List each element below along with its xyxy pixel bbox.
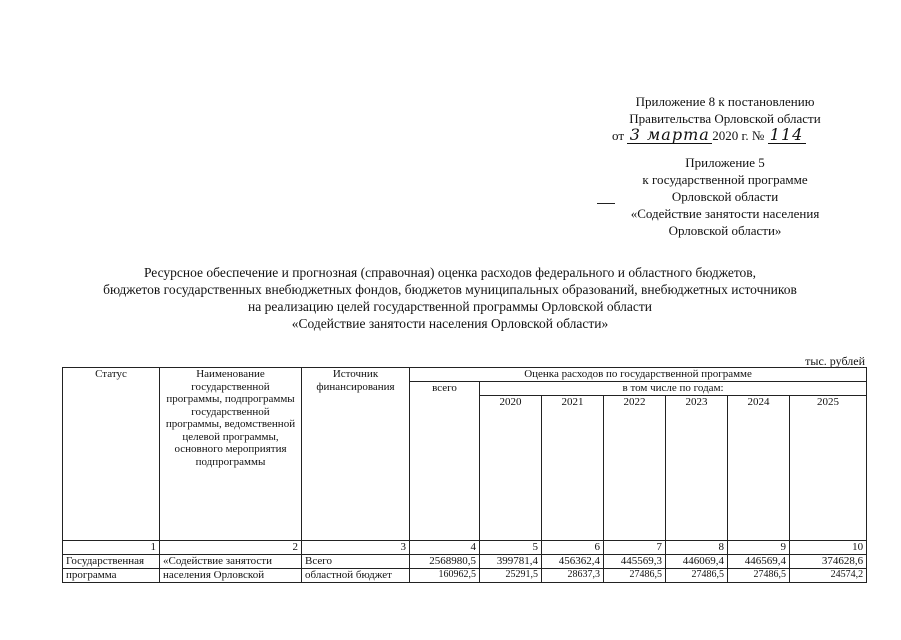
title-line1: Ресурсное обеспечение и прогнозная (справочная) оценка расходов федерального и областного бюджетов, <box>143 265 757 280</box>
header-estimate: Оценка расходов по государственной программе <box>410 368 867 382</box>
column-number: 8 <box>666 541 728 555</box>
appendix-line1: Приложение 5 <box>685 155 765 170</box>
annotation-date-line <box>612 127 852 144</box>
row-value: 446069,4 <box>666 555 728 569</box>
annotation-line2: Правительства Орловской области <box>629 111 821 126</box>
appendix-line2: к государственной программе <box>642 172 808 187</box>
title-line2: бюджетов государственных внебюджетных фондов, бюджетов муниципальных образований, внебюджетных источников <box>103 282 797 297</box>
title-line3: на реализацию целей государственной программы Орловской области <box>248 299 652 314</box>
margin-mark <box>597 203 615 204</box>
row-value: 160962,5 <box>410 569 480 583</box>
appendix-line5: Орловской области» <box>668 223 782 238</box>
appendix-line3: Орловской области <box>671 189 779 204</box>
row-value: 374628,6 <box>790 555 867 569</box>
header-year: 2022 <box>604 396 666 541</box>
header-year: 2024 <box>728 396 790 541</box>
column-number: 4 <box>410 541 480 555</box>
column-number: 9 <box>728 541 790 555</box>
header-year: 2025 <box>790 396 867 541</box>
row-source: областной бюджет <box>302 569 410 583</box>
annotation-line1: Приложение 8 к постановлению <box>635 94 815 109</box>
budget-table <box>62 367 867 583</box>
header-year: 2021 <box>542 396 604 541</box>
column-number: 2 <box>160 541 302 555</box>
column-number: 5 <box>480 541 542 555</box>
row-value: 2568980,5 <box>410 555 480 569</box>
header-by-years: в том числе по годам: <box>480 382 867 396</box>
date-year: 2020 г. № <box>712 128 765 143</box>
header-name: Наименование государственной программы, подпрограммы государственной программы, ведомственной целевой программы, основного мероприятия подпрограммы <box>160 368 302 541</box>
column-number: 3 <box>302 541 410 555</box>
row-value: 24574,2 <box>790 569 867 583</box>
column-number: 1 <box>63 541 160 555</box>
row-value: 27486,5 <box>666 569 728 583</box>
header-total: всего <box>410 382 480 541</box>
row-value: 28637,3 <box>542 569 604 583</box>
row-value: 27486,5 <box>604 569 666 583</box>
title-line4: «Содействие занятости населения Орловской области» <box>291 316 609 331</box>
date-prefix: от <box>612 128 625 143</box>
column-number: 7 <box>604 541 666 555</box>
header-year: 2020 <box>480 396 542 541</box>
column-numbers-row <box>63 541 867 555</box>
row-value: 25291,5 <box>480 569 542 583</box>
header-source: Источник финансирования <box>302 368 410 541</box>
row-name: «Содействие занятости <box>160 555 302 569</box>
column-number: 10 <box>790 541 867 555</box>
appendix-line4: «Содействие занятости населения <box>630 206 820 221</box>
row-source: Всего <box>302 555 410 569</box>
row-status: программа <box>63 569 160 583</box>
table-row <box>63 555 867 569</box>
unit-label: тыс. рублей <box>805 354 865 368</box>
row-value: 446569,4 <box>728 555 790 569</box>
row-value: 456362,4 <box>542 555 604 569</box>
date-month: марта <box>647 125 710 144</box>
column-number: 6 <box>542 541 604 555</box>
row-value: 399781,4 <box>480 555 542 569</box>
date-day: 3 <box>629 125 641 144</box>
decree-number: 114 <box>768 127 806 144</box>
row-status: Государственная <box>63 555 160 569</box>
row-value: 27486,5 <box>728 569 790 583</box>
header-year: 2023 <box>666 396 728 541</box>
row-name: населения Орловской <box>160 569 302 583</box>
header-status: Статус <box>63 368 160 541</box>
row-value: 445569,3 <box>604 555 666 569</box>
table-row <box>63 569 867 583</box>
date-handwritten <box>627 127 712 144</box>
